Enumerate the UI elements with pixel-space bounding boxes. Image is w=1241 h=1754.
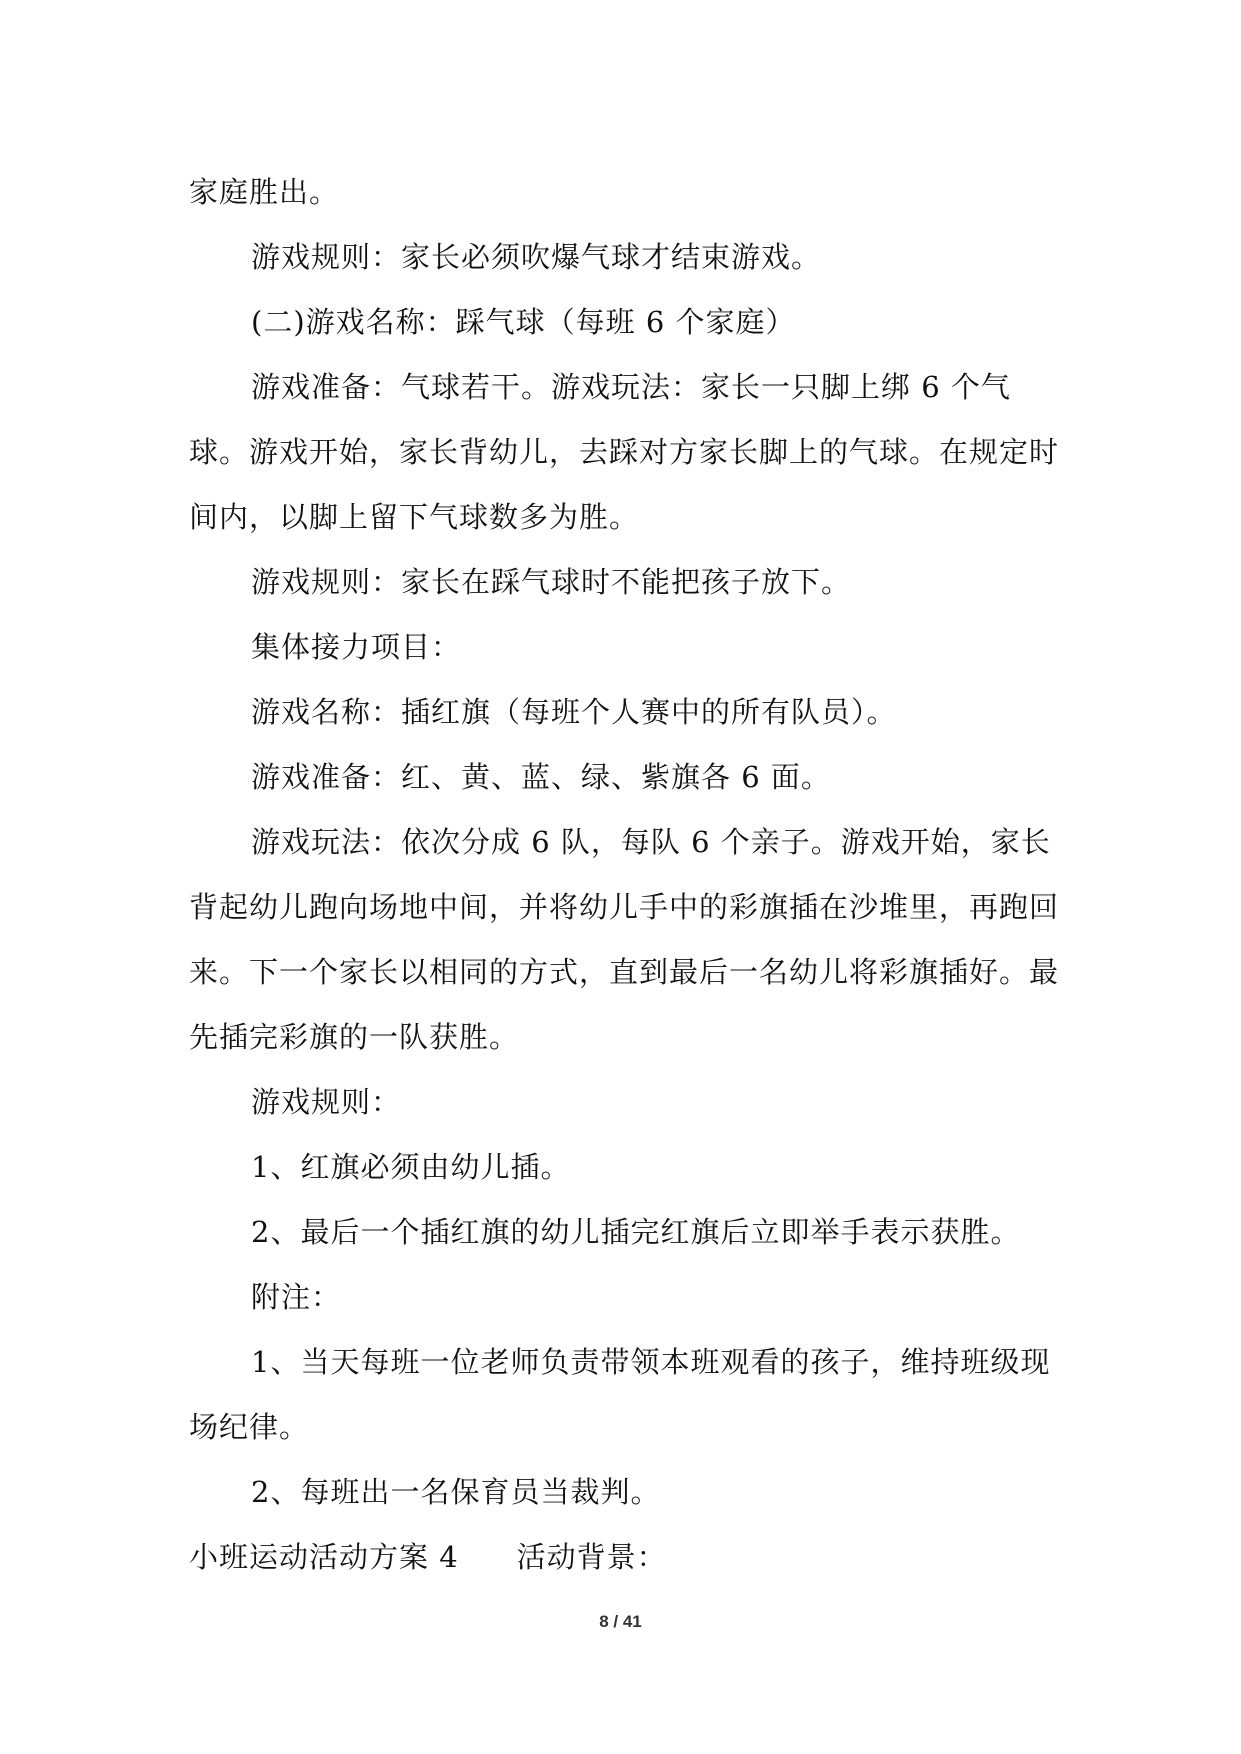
section-title-line — [189, 1525, 1059, 1590]
paragraph-4: 游戏准备：气球若干。游戏玩法：家长一只脚上绑 6 个气球。游戏开始，家长背幼儿，去踩对方家长脚上的气球。在规定时间内，以脚上留下气球数多为胜。 — [189, 370, 1060, 534]
paragraph-7: 游戏名称：插红旗（每班个人赛中的所有队员）。 — [251, 695, 897, 729]
section-title: 小班运动活动方案 4 — [189, 1540, 459, 1574]
paragraph-13: 附注： — [251, 1280, 342, 1314]
paragraph-8: 游戏准备：红、黄、蓝、绿、紫旗各 6 面。 — [251, 760, 831, 794]
paragraph-10: 游戏规则： — [251, 1085, 402, 1119]
paragraph-6: 集体接力项目： — [251, 630, 462, 664]
paragraph-12: 2、最后一个插红旗的幼儿插完红旗后立即举手表示获胜。 — [251, 1215, 1021, 1249]
paragraph-14: 1、当天每班一位老师负责带领本班观看的孩子，维持班级现场纪律。 — [189, 1345, 1051, 1444]
document-body — [189, 160, 1059, 1590]
paragraph-9: 游戏玩法：依次分成 6 队，每队 6 个亲子。游戏开始，家长背起幼儿跑向场地中间，并将幼儿手中的彩旗插在沙堆里，再跑回来。下一个家长以相同的方式，直到最后一名幼儿将彩旗插好。最先插完彩旗的一队获胜。 — [189, 825, 1060, 1054]
paragraph-1: 家庭胜出。 — [189, 175, 340, 209]
paragraph-5: 游戏规则：家长在踩气球时不能把孩子放下。 — [251, 565, 852, 599]
paragraph-11: 1、红旗必须由幼儿插。 — [251, 1150, 571, 1184]
section-subtitle: 活动背景： — [516, 1540, 667, 1574]
paragraph-3: (二)游戏名称：踩气球（每班 6 个家庭） — [251, 305, 796, 339]
paragraph-15: 2、每班出一名保育员当裁判。 — [251, 1475, 661, 1509]
page-number: 8 / 41 — [599, 1612, 642, 1631]
paragraph-2: 游戏规则：家长必须吹爆气球才结束游戏。 — [251, 240, 822, 274]
